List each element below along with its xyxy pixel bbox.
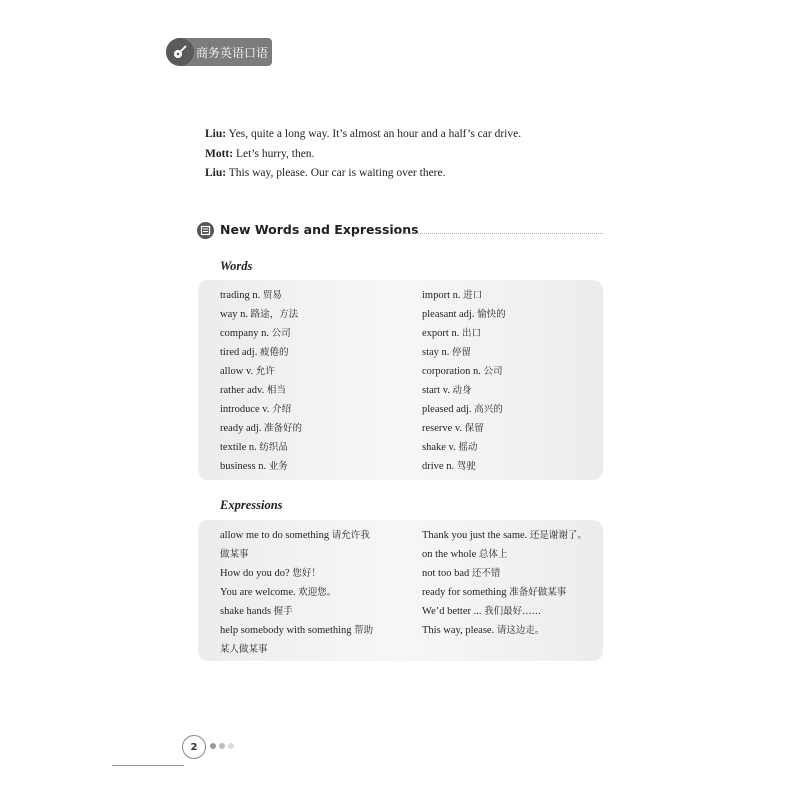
section-divider [397,233,603,234]
expression-entry: help somebody with something 帮助 [220,625,374,636]
dialogue-line [205,145,625,165]
line-text: This way, please. Our car is waiting over there. [226,167,446,179]
page-dot [210,743,216,749]
word-entry: stay n. 停留 [422,347,472,358]
page-dot [228,743,234,749]
word-entry: way n. 路途，方法 [220,309,299,320]
header-title: 商务英语口语 [196,46,269,60]
words-right-column [422,286,506,476]
section-heading [197,222,603,242]
speaker: Mott: [205,147,234,160]
expressions-right-column [422,526,587,640]
word-entry: business n. 业务 [220,461,288,472]
word-entry: pleased adj. 高兴的 [422,404,503,415]
expressions-left-column [220,526,373,659]
word-entry: reserve v. 保留 [422,423,484,434]
word-entry: allow v. 允许 [220,366,275,377]
dialogue-line [205,164,625,184]
expression-entry: You are welcome. 欢迎您。 [220,587,337,598]
expression-entry: How do you do? 您好！ [220,568,321,579]
word-entry: start v. 动身 [422,385,472,396]
page-dot [219,743,225,749]
dialogue [205,125,625,184]
guitar-icon [166,38,194,66]
dialogue-line [205,125,625,145]
word-entry: textile n. 纺织品 [220,442,288,453]
speaker: Liu: [205,128,227,140]
expression-entry: 做某事 [220,549,249,560]
expression-entry: on the whole 总体上 [422,549,508,560]
words-heading: Words [220,259,253,273]
page-number: 2 [182,735,206,759]
expressions-heading: Expressions [220,498,283,512]
expression-entry: not too bad 还不错 [422,568,501,579]
book-icon [197,222,214,239]
word-entry: company n. 公司 [220,328,291,339]
word-entry: drive n. 驾驶 [422,461,476,472]
word-entry: rather adv. 相当 [220,385,286,396]
expression-entry: We’d better ... 我们最好…… [422,606,542,617]
word-entry: tired adj. 疲倦的 [220,347,289,358]
word-entry: export n. 出口 [422,328,481,339]
word-entry: corporation n. 公司 [422,366,503,377]
speaker: Liu: [205,167,227,179]
word-entry: introduce v. 介绍 [220,404,292,415]
line-text: Yes, quite a long way. It’s almost an hour and a half’s car drive. [226,128,522,140]
word-entry: ready adj. 准备好的 [220,423,303,434]
expression-entry: 某人做某事 [220,644,268,655]
word-entry: pleasant adj. 愉快的 [422,309,506,320]
expression-entry: ready for something 准备好做某事 [422,587,567,598]
word-entry: import n. 进口 [422,290,483,301]
header-tab [166,38,272,66]
line-text: Let’s hurry, then. [233,147,315,160]
expressions-box [198,520,603,661]
section-title: New Words and Expressions [220,222,419,237]
expression-entry: Thank you just the same. 还是谢谢了。 [422,530,587,541]
expression-entry: allow me to do something 请允许我 [220,530,370,541]
expression-entry: This way, please. 请这边走。 [422,625,545,636]
word-entry: trading n. 贸易 [220,290,282,301]
words-box [198,280,603,480]
words-left-column [220,286,302,476]
expression-entry: shake hands 握手 [220,606,293,617]
word-entry: shake v. 摇动 [422,442,478,453]
footer-rule [112,765,184,766]
